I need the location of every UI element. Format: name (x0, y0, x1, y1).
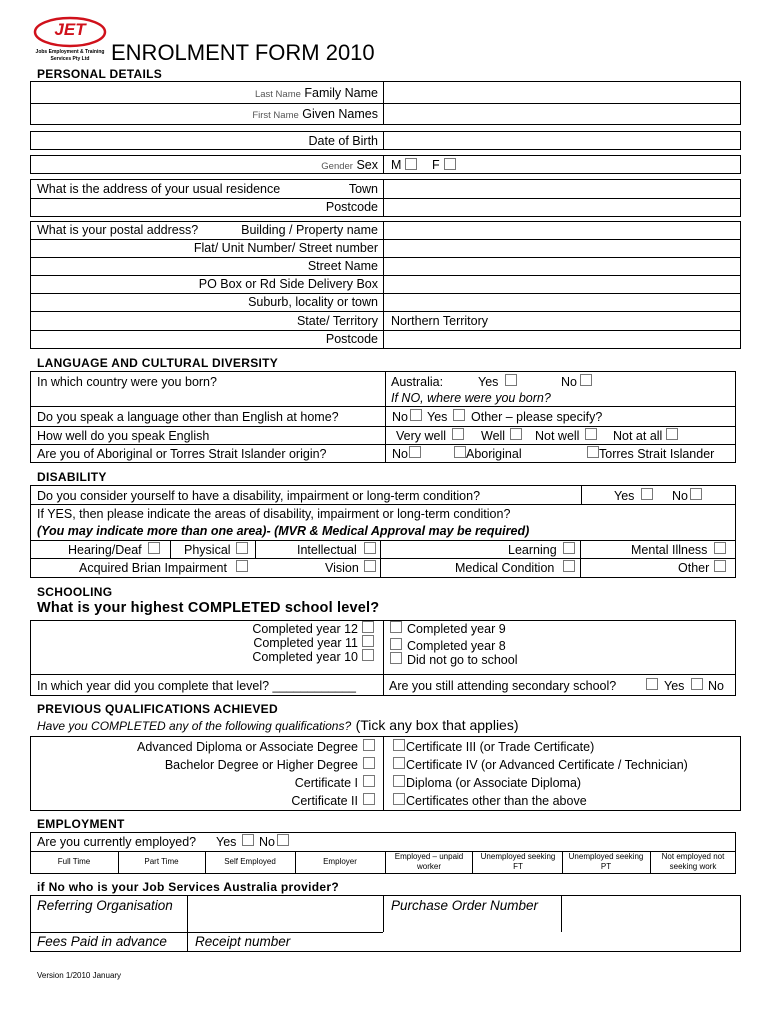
section-qualifications-title: PREVIOUS QUALIFICATIONS ACHIEVED (37, 702, 278, 716)
origin-no-checkbox[interactable] (409, 446, 421, 458)
emp-col-unpaid[interactable]: Employed – unpaid worker (394, 852, 464, 871)
logo-subtitle: Jobs Employment & Training Services Pty Ltd (35, 49, 105, 62)
english-question: How well do you speak English (37, 429, 210, 443)
dob-field[interactable] (385, 132, 739, 149)
diploma-label: Diploma (or Associate Diploma) (406, 776, 582, 790)
emp-col-seeking-pt[interactable]: Unemployed seeking PT (568, 852, 644, 871)
cert4-checkbox[interactable] (393, 757, 405, 769)
other-cert-checkbox[interactable] (393, 793, 405, 805)
aboriginal-question: Are you of Aboriginal or Torres Strait Islander origin? (37, 447, 327, 461)
employed-yes-checkbox[interactable] (242, 834, 254, 846)
male-label: M (391, 158, 402, 172)
y11-checkbox[interactable] (362, 635, 374, 647)
first-name-label (200, 107, 378, 123)
disability-yes-label: Yes (614, 489, 635, 503)
cert3-checkbox[interactable] (393, 739, 405, 751)
purchase-field[interactable] (563, 897, 739, 931)
well-checkbox[interactable] (510, 428, 522, 440)
cert1-checkbox[interactable] (363, 775, 375, 787)
first-name-field[interactable] (385, 105, 739, 124)
aboriginal-label: Aboriginal (466, 447, 522, 461)
lang-no-label: No (392, 410, 408, 424)
section-personal-title: PERSONAL DETAILS (37, 67, 163, 81)
if-no-text: If NO, where were you born? (391, 391, 551, 405)
origin-no-label: No (392, 447, 408, 461)
vision-checkbox[interactable] (364, 560, 376, 572)
acquired-checkbox[interactable] (236, 560, 248, 572)
referring-field[interactable] (189, 897, 381, 931)
medical-checkbox[interactable] (563, 560, 575, 572)
first-name-text: Given Names (302, 107, 378, 121)
provider-question: if No who is your Job Services Australia provider? (37, 880, 339, 894)
well-label: Well (481, 429, 506, 443)
learning-label: Learning (508, 543, 557, 557)
section-disability-title: DISABILITY (37, 470, 107, 484)
adv-diploma-checkbox[interactable] (363, 739, 375, 751)
lang-yes-checkbox[interactable] (453, 409, 465, 421)
female-checkbox[interactable] (444, 158, 456, 170)
no-school-label: Did not go to school (407, 653, 518, 667)
receipt-label: Receipt number (195, 934, 291, 949)
other-cert-label: Certificates other than the above (406, 794, 587, 808)
qualifications-question: Have you COMPLETED any of the following qualifications? (37, 719, 352, 733)
diploma-checkbox[interactable] (393, 775, 405, 787)
pobox-label: PO Box or Rd Side Delivery Box (198, 277, 378, 291)
intellectual-label: Intellectual (297, 543, 357, 557)
y11-label: Completed year 11 (253, 636, 358, 650)
section-employment-title: EMPLOYMENT (37, 817, 125, 831)
intellectual-checkbox[interactable] (364, 542, 376, 554)
suburb-label: Suburb, locality or town (248, 295, 378, 309)
last-name-field[interactable] (385, 83, 739, 102)
cert3-label: Certificate III (or Trade Certificate) (406, 740, 595, 754)
male-checkbox[interactable] (405, 158, 417, 170)
medical-label: Medical Condition (455, 561, 555, 575)
lang-yes-label: Yes (427, 410, 448, 424)
y12-checkbox[interactable] (362, 621, 374, 633)
hearing-checkbox[interactable] (148, 542, 160, 554)
logo-text: JET (54, 20, 86, 39)
dob-label: Date of Birth (308, 134, 378, 148)
physical-label: Physical (184, 543, 231, 557)
state-label: State/ Territory (296, 314, 378, 328)
very-well-label: Very well (396, 429, 447, 443)
very-well-checkbox[interactable] (452, 428, 464, 440)
acquired-label: Acquired Brian Impairment (79, 561, 227, 575)
mental-label: Mental Illness (631, 543, 708, 557)
referring-label: Referring Organisation (37, 898, 173, 913)
last-name-label (200, 86, 378, 102)
emp-col-full-time[interactable]: Full Time (57, 857, 91, 866)
page-title: ENROLMENT FORM 2010 (111, 40, 375, 65)
town-label: Town (348, 182, 378, 196)
y9-label: Completed year 9 (407, 622, 506, 636)
not-at-all-label: Not at all (613, 429, 663, 443)
born-yes-label: Yes (478, 375, 499, 389)
postcode-label: Postcode (325, 200, 378, 214)
not-at-all-checkbox[interactable] (666, 428, 678, 440)
y8-label: Completed year 8 (407, 639, 506, 653)
employed-no-checkbox[interactable] (277, 834, 289, 846)
town-field[interactable] (385, 180, 739, 197)
y8-checkbox[interactable] (390, 638, 402, 650)
building-label: Building / Property name (241, 223, 378, 237)
disability-no-label: No (672, 489, 688, 503)
emp-col-part-time[interactable]: Part Time (144, 857, 179, 866)
last-name-hint: Last Name (254, 89, 301, 100)
physical-checkbox[interactable] (236, 542, 248, 554)
logo (30, 12, 110, 72)
street-label: Street Name (307, 259, 378, 273)
qualifications-question-row (37, 717, 519, 735)
learning-checkbox[interactable] (563, 542, 575, 554)
torres-checkbox[interactable] (587, 446, 599, 458)
torres-label: Torres Strait Islander (599, 447, 715, 461)
disability-note: (You may indicate more than one area)- (MVR & Medical Approval may be required) (37, 524, 530, 538)
aboriginal-checkbox[interactable] (454, 446, 466, 458)
disability-yes-checkbox[interactable] (641, 488, 653, 500)
section-language-title: LANGUAGE AND CULTURAL DIVERSITY (37, 356, 279, 370)
bachelor-label: Bachelor Degree or Higher Degree (164, 758, 358, 772)
attending-no-label: No (708, 679, 724, 693)
residence-question: What is the address of your usual residence (37, 182, 281, 196)
mental-checkbox[interactable] (714, 542, 726, 554)
female-label: F (432, 158, 440, 172)
first-name-hint: First Name (252, 110, 299, 121)
gender-hint: Gender (321, 161, 353, 172)
fees-label: Fees Paid in advance (37, 934, 167, 949)
qualifications-tick: (Tick any box that applies) (355, 717, 519, 733)
other-disability-checkbox[interactable] (714, 560, 726, 572)
y9-checkbox[interactable] (390, 621, 402, 633)
attending-yes-label: Yes (664, 679, 685, 693)
emp-col-self-employed[interactable]: Self Employed (224, 857, 276, 866)
other-specify-label: Other – please specify? (471, 410, 603, 424)
other-disability-label: Other (678, 561, 710, 575)
cert1-label: Certificate I (294, 776, 358, 790)
bachelor-checkbox[interactable] (363, 757, 375, 769)
employed-yes-label: Yes (216, 835, 237, 849)
purchase-label: Purchase Order Number (391, 898, 539, 913)
born-yes-checkbox[interactable] (505, 374, 517, 386)
flat-label: Flat/ Unit Number/ Street number (193, 241, 378, 255)
gender-box (30, 155, 741, 174)
cert4-label: Certificate IV (or Advanced Certificate / Technician) (406, 758, 688, 772)
version-text: Version 1/2010 January (37, 971, 122, 980)
born-question: In which country were you born? (37, 375, 217, 389)
y10-checkbox[interactable] (362, 649, 374, 661)
postal-question: What is your postal address? (37, 223, 199, 237)
lang-no-checkbox[interactable] (410, 409, 422, 421)
y10-label: Completed year 10 (252, 650, 358, 664)
year-completed-question[interactable]: In which year did you complete that level? ____________ (37, 679, 356, 693)
last-name-text: Family Name (304, 86, 378, 100)
other-language-question: Do you speak a language other than English at home? (37, 410, 339, 424)
disability-no-checkbox[interactable] (690, 488, 702, 500)
employed-no-label: No (259, 835, 275, 849)
postcode-field[interactable] (385, 199, 739, 216)
vision-label: Vision (325, 561, 359, 575)
attending-question: Are you still attending secondary school? (389, 679, 617, 693)
schooling-question: What is your highest COMPLETED school level? (37, 600, 380, 616)
born-no-label: No (561, 375, 577, 389)
not-well-label: Not well (535, 429, 580, 443)
postcode2-label: Postcode (325, 332, 378, 346)
y12-label: Completed year 12 (252, 622, 358, 636)
cert2-label: Certificate II (291, 794, 358, 808)
disability-if-yes: If YES, then please indicate the areas of disability, impairment or long-term condition? (37, 507, 511, 521)
not-well-checkbox[interactable] (585, 428, 597, 440)
adv-diploma-label: Advanced Diploma or Associate Degree (137, 740, 358, 754)
cert2-checkbox[interactable] (363, 793, 375, 805)
no-school-checkbox[interactable] (390, 652, 402, 664)
attending-yes-checkbox[interactable] (646, 678, 658, 690)
disability-question: Do you consider yourself to have a disability, impairment or long-term condition? (37, 489, 481, 503)
emp-col-not-seeking[interactable]: Not employed not seeking work (661, 852, 725, 871)
employed-question: Are you currently employed? (37, 835, 197, 849)
attending-no-checkbox[interactable] (691, 678, 703, 690)
hearing-label: Hearing/Deaf (68, 543, 142, 557)
emp-col-employer[interactable]: Employer (323, 857, 357, 866)
australia-label: Australia: (391, 375, 444, 389)
emp-col-seeking-ft[interactable]: Unemployed seeking FT (480, 852, 556, 871)
section-schooling-title: SCHOOLING (37, 585, 113, 599)
gender-label (200, 158, 378, 174)
born-no-checkbox[interactable] (580, 374, 592, 386)
state-value[interactable]: Northern Territory (391, 314, 489, 328)
sex-text: Sex (356, 158, 378, 172)
